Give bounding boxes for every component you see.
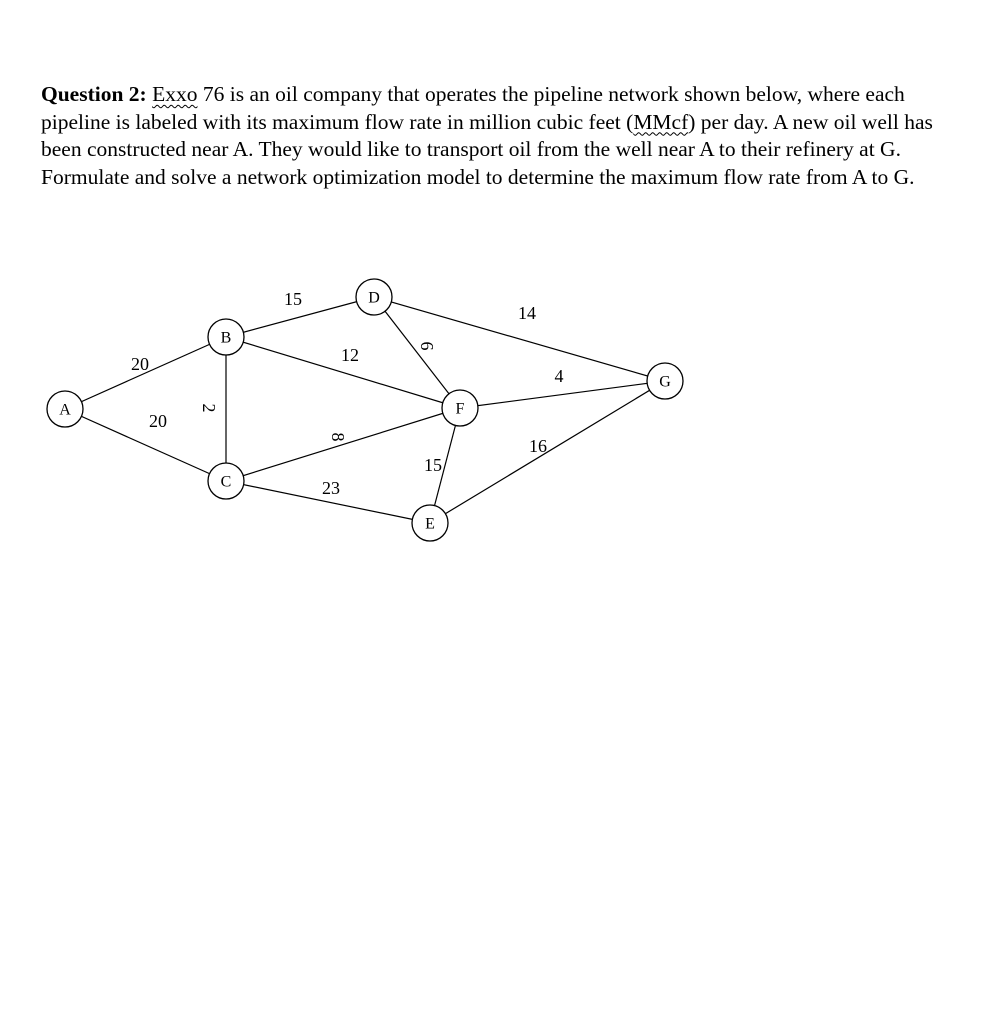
- capacity-label-b-d: 15: [284, 289, 302, 309]
- company-name: Exxo: [152, 82, 198, 106]
- capacity-label-c-e: 23: [322, 478, 340, 498]
- question-body-part-1: 76 is an oil company that operates the pipeline network shown below, where each pipeline is labeled with its maximum flow rate in million cubic feet (: [41, 82, 905, 134]
- node-label: G: [659, 373, 671, 391]
- network-nodes: [47, 279, 683, 541]
- node-f: [442, 390, 478, 426]
- node-label: B: [220, 329, 232, 347]
- capacity-label-a-c: 20: [149, 411, 167, 431]
- capacity-labels: [131, 289, 564, 498]
- capacity-label-b-c: 2: [199, 403, 219, 413]
- capacity-label-b-f: 12: [341, 345, 359, 365]
- node-b: [208, 319, 244, 355]
- node-a: [47, 391, 83, 427]
- capacity-label-d-g: 14: [518, 303, 536, 323]
- node-c: [208, 463, 244, 499]
- node-g: [647, 363, 683, 399]
- capacity-label-e-g: 16: [529, 436, 547, 456]
- capacity-label-a-b: 20: [131, 354, 149, 374]
- node-label: A: [59, 401, 71, 419]
- capacity-label-c-f: 8: [328, 432, 348, 442]
- edge-a-c: [65, 409, 226, 481]
- pipeline-edges: [65, 297, 665, 523]
- question-label: Question 2:: [41, 82, 147, 106]
- capacity-label-f-g: 4: [554, 366, 564, 386]
- unit-abbreviation: MMcf: [633, 109, 689, 134]
- node-e: [412, 505, 448, 541]
- node-label: E: [425, 515, 435, 533]
- node-label: F: [455, 400, 465, 418]
- edge-d-f: [374, 297, 460, 408]
- capacity-label-f-e: 15: [424, 455, 442, 475]
- capacity-label-d-f: 6: [417, 341, 437, 351]
- question-body-part-2: ) per day. A new oil well has been constructed near A. They would like to transport oil from the well near A to their refinery at G. Formulate and solve a network optimization model to determine the maximum flow rate from A to G.: [41, 109, 933, 189]
- node-d: [356, 279, 392, 315]
- node-label: C: [220, 473, 232, 491]
- node-label: D: [368, 289, 380, 307]
